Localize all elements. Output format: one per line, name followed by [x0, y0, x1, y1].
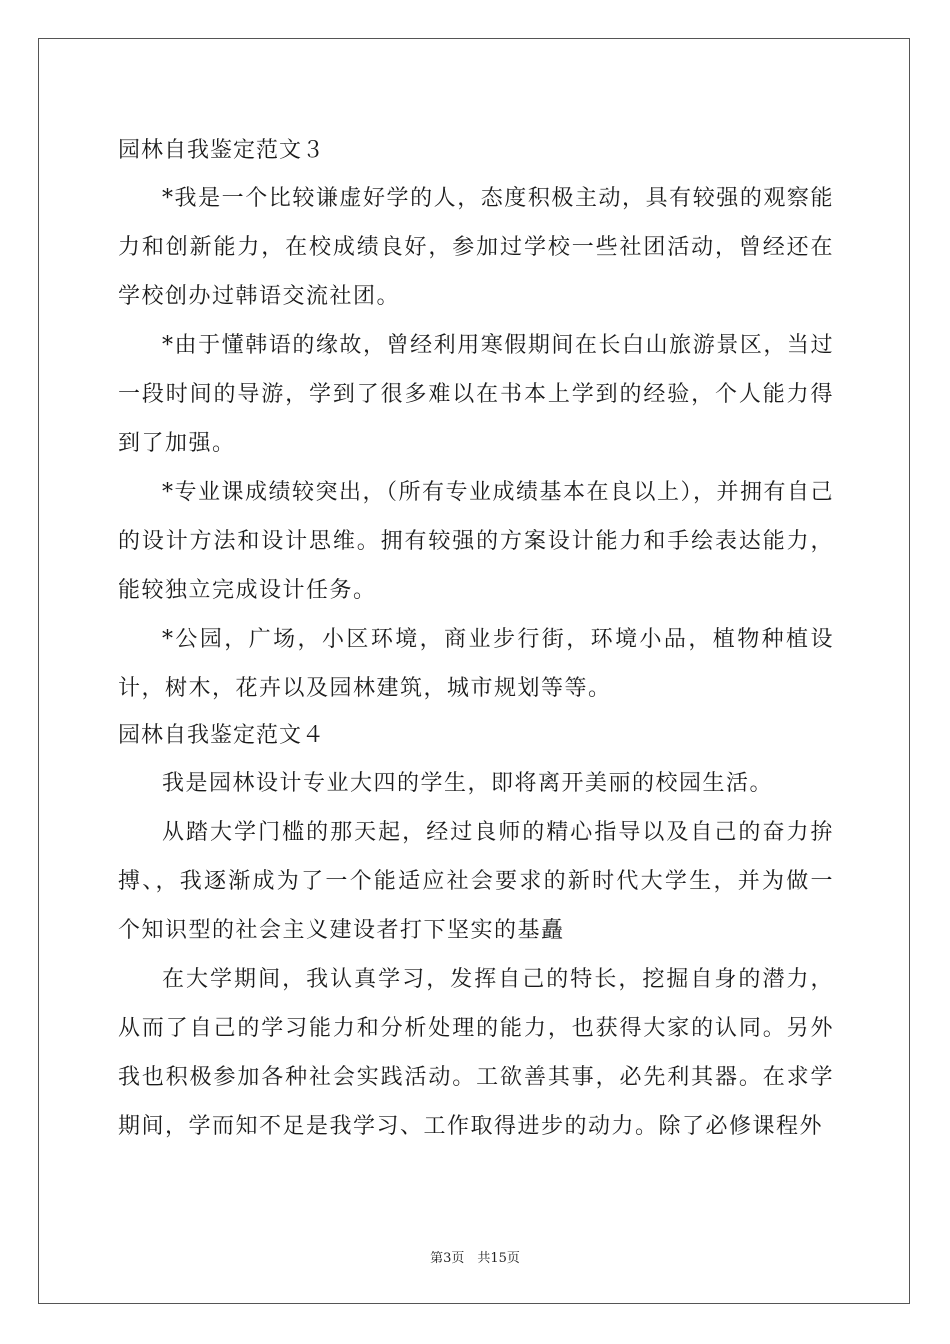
paragraph: *公园，广场，小区环境，商业步行街，环境小品，植物种植设计，树木，花卉以及园林建筑，城市规划等等。	[118, 627, 834, 701]
paragraph: *由于懂韩语的缘故，曾经利用寒假期间在长白山旅游景区，当过一段时间的导游，学到了很多难以在书本上学到的经验，个人能力得到了加强。	[118, 333, 834, 456]
paragraph: *专业课成绩较突出，（所有专业成绩基本在良以上），并拥有自己的设计方法和设计思维。拥有较强的方案设计能力和手绘表达能力，能较独立完成设计任务。	[118, 480, 835, 603]
page-number-footer: 第3页 共15页	[430, 1251, 520, 1266]
paragraph: 在大学期间，我认真学习，发挥自己的特长，挖掘自身的潜力，从而了自己的学习能力和分析处理的能力，也获得大家的认同。另外我也积极参加各种社会实践活动。工欲善其事，必先利其器。在求学期间，学而知不足是我学习、工作取得进步的动力。除了必修课程外	[118, 967, 834, 1139]
paragraph: *我是一个比较谦虚好学的人，态度积极主动，具有较强的观察能力和创新能力，在校成绩良好，参加过学校一些社团活动，曾经还在学校创办过韩语交流社团。	[118, 186, 834, 309]
document-body	[118, 128, 834, 1151]
paragraph: 从踏大学门槛的那天起，经过良师的精心指导以及自己的奋力拚搏、，我逐渐成为了一个能适应社会要求的新时代大学生，并为做一个知识型的社会主义建设者打下坚实的基矗	[118, 820, 834, 943]
paragraph: 我是园林设计专业大四的学生，即将离开美丽的校园生活。	[162, 771, 774, 796]
section-title: 园林自我鉴定范文３	[118, 138, 326, 163]
section-title: 园林自我鉴定范文４	[118, 723, 326, 748]
